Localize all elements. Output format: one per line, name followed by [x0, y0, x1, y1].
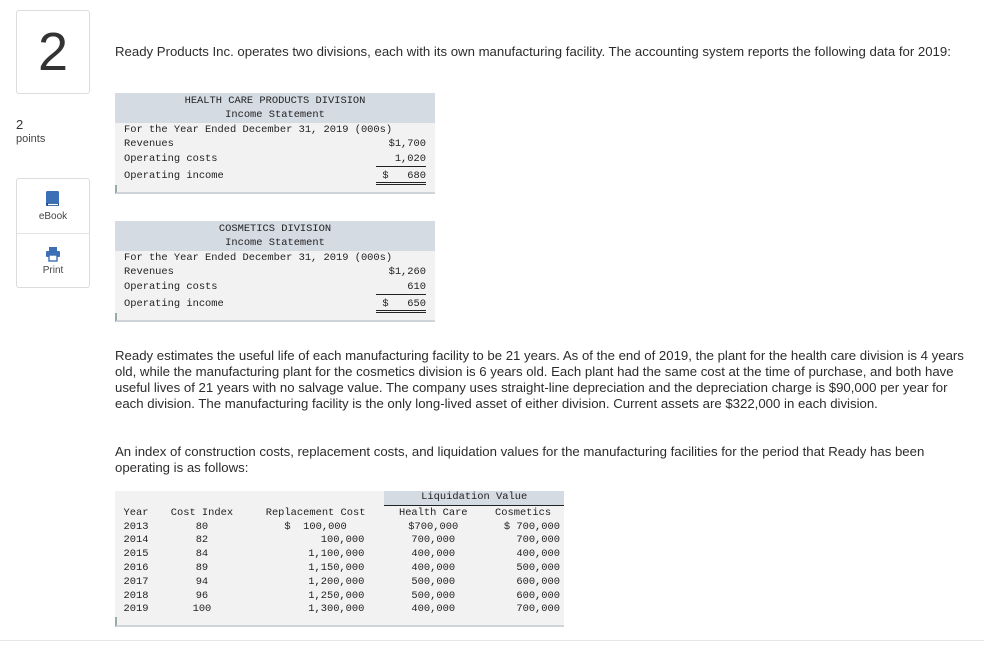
- cell-replacement-cost: $ 100,000: [284, 520, 347, 533]
- row-label: Operating income: [124, 170, 224, 182]
- table-row: [115, 521, 564, 535]
- cell-health-care: 400,000: [411, 548, 456, 561]
- cosmetics-header: [115, 221, 435, 251]
- health-care-header: [115, 93, 435, 123]
- cell-cosmetics: 400,000: [516, 548, 560, 561]
- cell-replacement-cost: 100,000: [320, 534, 365, 547]
- cell-replacement-cost: 1,100,000: [308, 548, 365, 561]
- cell-health-care: 400,000: [411, 561, 456, 574]
- health-care-row-operating-costs: [115, 152, 435, 167]
- points-value: 2: [16, 117, 24, 132]
- cell-replacement-cost: 1,300,000: [308, 603, 365, 616]
- cosmetics-row-operating-costs: [115, 280, 435, 295]
- points-info: [16, 118, 45, 146]
- table-row: [115, 534, 564, 548]
- col-header-year: Year: [123, 506, 149, 519]
- row-label: Operating costs: [124, 153, 218, 165]
- ebook-button[interactable]: [17, 179, 89, 233]
- liquidation-value-header: Liquidation Value: [384, 491, 564, 505]
- cell-year: 2015: [123, 548, 149, 561]
- cell-cosmetics: 600,000: [516, 589, 560, 602]
- col-header-cosmetics: Cosmetics: [495, 506, 552, 519]
- table-group-header-row: [115, 491, 564, 505]
- blank-header: [115, 491, 384, 505]
- cell-replacement-cost: 1,250,000: [308, 589, 365, 602]
- cell-replacement-cost: 1,150,000: [308, 561, 365, 574]
- health-care-income-statement: [115, 93, 435, 194]
- print-label: Print: [42, 265, 64, 276]
- cell-health-care: 500,000: [411, 575, 456, 588]
- cell-cost-index: 94: [195, 575, 209, 588]
- cell-cost-index: 100: [192, 603, 212, 616]
- table-row: [115, 548, 564, 562]
- cell-year: 2019: [123, 603, 149, 616]
- health-care-period: For the Year Ended December 31, 2019 (000s): [115, 123, 435, 137]
- health-care-row-revenues: [115, 137, 435, 152]
- health-care-row-operating-income: [115, 167, 435, 185]
- cell-year: 2013: [123, 520, 149, 533]
- cosmetics-title: COSMETICS DIVISION: [218, 223, 332, 235]
- ebook-label: eBook: [38, 211, 68, 222]
- cell-health-care: $700,000: [408, 520, 459, 533]
- health-care-subtitle: Income Statement: [225, 108, 325, 121]
- box-footer: [115, 313, 435, 322]
- row-label: Revenues: [124, 138, 174, 150]
- col-header-cost-index: Cost Index: [170, 506, 234, 519]
- table-row: [115, 603, 564, 617]
- cell-cost-index: 82: [195, 534, 209, 547]
- table-row: [115, 576, 564, 590]
- question-number: 2: [16, 10, 90, 94]
- depreciation-paragraph: Ready estimates the useful life of each manufacturing facility to be 21 years. As of the end of 2019, the plant for the health care division is 4 years old, while the manufacturing plant for the cosmetics division is 6 years old. Each plant had the same cost at the time of purchase, and both have useful lives of 21 years with no salvage value. The company uses straight-line depreciation and the depreciation charge is $90,000 per year for each division. The manufacturing facility is the only long-lived asset of either division. Current assets are $322,000 in each division.: [115, 348, 964, 411]
- cosmetics-row-operating-income: [115, 295, 435, 313]
- col-header-replacement-cost: Replacement Cost: [265, 506, 366, 519]
- cosmetics-income-statement: [115, 221, 435, 322]
- row-label: Operating income: [124, 298, 224, 310]
- cosmetics-period: For the Year Ended December 31, 2019 (000s): [115, 251, 435, 265]
- cosmetics-row-revenues: [115, 265, 435, 280]
- cell-health-care: 500,000: [411, 589, 456, 602]
- cell-cosmetics: $ 700,000: [503, 520, 560, 533]
- cell-health-care: 700,000: [411, 534, 456, 547]
- cell-health-care: 400,000: [411, 603, 456, 616]
- intro-text: Ready Products Inc. operates two divisions, each with its own manufacturing facility. The accounting system reports the following data for 2019:: [115, 44, 951, 59]
- cosmetics-subtitle: Income Statement: [225, 236, 325, 249]
- row-value: $1,260: [388, 266, 426, 278]
- row-value: $1,700: [388, 138, 426, 150]
- row-label: Operating costs: [124, 281, 218, 293]
- table-header-row: [115, 505, 564, 520]
- table-footer: [115, 617, 564, 627]
- cell-replacement-cost: 1,200,000: [308, 575, 365, 588]
- row-value: $ 650: [376, 295, 426, 313]
- cost-index-table: [115, 491, 564, 627]
- table-row: [115, 562, 564, 576]
- row-label: Revenues: [124, 266, 174, 278]
- cell-cosmetics: 700,000: [516, 603, 560, 616]
- row-value: $ 680: [376, 167, 426, 185]
- cell-cosmetics: 600,000: [516, 575, 560, 588]
- box-footer: [115, 185, 435, 194]
- page-divider: [0, 640, 984, 641]
- cell-year: 2014: [123, 534, 149, 547]
- row-value: 1,020: [376, 152, 426, 167]
- cell-cosmetics: 500,000: [516, 561, 560, 574]
- cell-cost-index: 96: [195, 589, 209, 602]
- cell-cost-index: 89: [195, 561, 209, 574]
- cell-cost-index: 84: [195, 548, 209, 561]
- health-care-title: HEALTH CARE PRODUCTS DIVISION: [184, 95, 366, 107]
- cell-year: 2017: [123, 575, 149, 588]
- cell-cosmetics: 700,000: [516, 534, 560, 547]
- cell-year: 2018: [123, 589, 149, 602]
- book-icon: [45, 190, 61, 208]
- print-button[interactable]: [17, 233, 89, 288]
- col-header-health-care: Health Care: [398, 506, 468, 519]
- row-value: 610: [376, 280, 426, 295]
- printer-icon: [45, 246, 61, 262]
- cell-cost-index: 80: [195, 520, 209, 533]
- index-paragraph: An index of construction costs, replacement costs, and liquidation values for the manufacturing facilities for the period that Ready has been operating is as follows:: [115, 444, 925, 475]
- tools-panel: [16, 178, 90, 288]
- table-row: [115, 590, 564, 604]
- cell-year: 2016: [123, 561, 149, 574]
- points-label: points: [16, 133, 46, 145]
